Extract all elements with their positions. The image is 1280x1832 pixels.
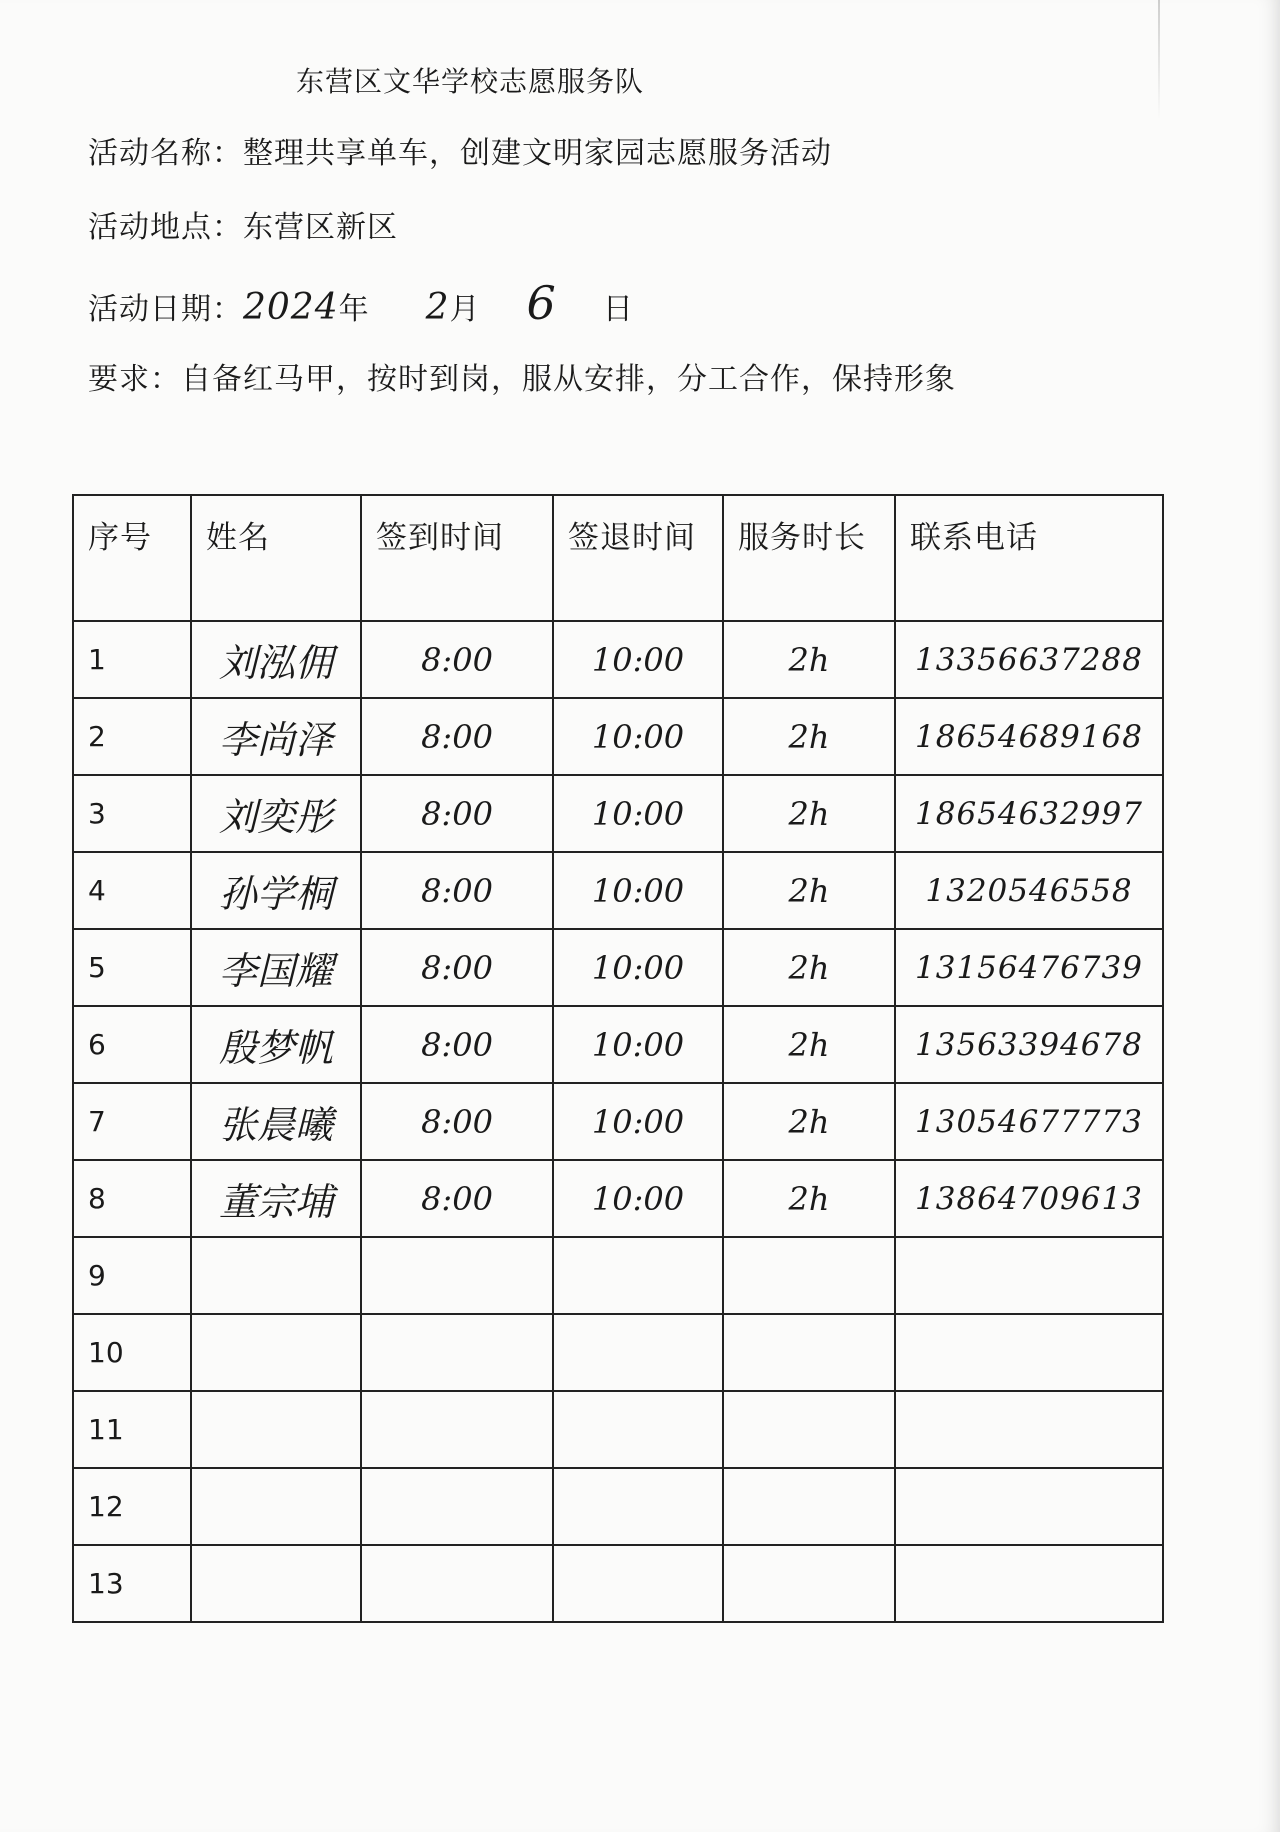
cell-phone: 18654632997 — [895, 775, 1163, 852]
cell-duration — [723, 1314, 895, 1391]
cell-checkin-time: 8:00 — [361, 1006, 553, 1083]
cell-duration: 2h — [723, 852, 895, 929]
cell-duration: 2h — [723, 1083, 895, 1160]
cell-index: 7 — [73, 1083, 191, 1160]
cell-name: 孙学桐 — [191, 852, 361, 929]
cell-phone: 13864709613 — [895, 1160, 1163, 1237]
requirements-label: 要求： — [88, 362, 181, 397]
cell-checkin-time: 8:00 — [361, 852, 553, 929]
header-service-duration: 服务时长 — [723, 495, 895, 621]
date-line — [88, 276, 634, 330]
cell-duration: 2h — [723, 1160, 895, 1237]
cell-checkout-time — [553, 1545, 723, 1622]
cell-checkout-time: 10:00 — [553, 621, 723, 698]
cell-name: 刘泓佣 — [191, 621, 361, 698]
header-name: 姓名 — [191, 495, 361, 621]
cell-name — [191, 1237, 361, 1314]
cell-name: 李尚泽 — [191, 698, 361, 775]
cell-checkout-time: 10:00 — [553, 775, 723, 852]
cell-checkin-time: 8:00 — [361, 621, 553, 698]
cell-checkin-time: 8:00 — [361, 1160, 553, 1237]
cell-phone: 18654689168 — [895, 698, 1163, 775]
date-day-unit: 日 — [602, 292, 634, 327]
cell-checkin-time: 8:00 — [361, 698, 553, 775]
cell-duration — [723, 1237, 895, 1314]
cell-duration: 2h — [723, 698, 895, 775]
cell-name — [191, 1391, 361, 1468]
cell-name: 李国耀 — [191, 929, 361, 1006]
requirements-line — [88, 354, 956, 398]
cell-index: 1 — [73, 621, 191, 698]
requirements-value: 自备红马甲，按时到岗，服从安排，分工合作，保持形象 — [181, 362, 956, 397]
cell-checkout-time — [553, 1468, 723, 1545]
cell-phone — [895, 1314, 1163, 1391]
cell-phone — [895, 1468, 1163, 1545]
cell-phone: 13156476739 — [895, 929, 1163, 1006]
date-year-unit: 年 — [338, 292, 370, 327]
cell-duration: 2h — [723, 1006, 895, 1083]
cell-duration — [723, 1391, 895, 1468]
table-row — [73, 1391, 1163, 1468]
table-row — [73, 1468, 1163, 1545]
cell-checkout-time — [553, 1237, 723, 1314]
date-month-handwritten: 2 — [425, 287, 450, 328]
cell-checkin-time: 8:00 — [361, 1083, 553, 1160]
cell-index: 4 — [73, 852, 191, 929]
cell-index: 10 — [73, 1314, 191, 1391]
cell-name: 张晨曦 — [191, 1083, 361, 1160]
cell-index: 13 — [73, 1545, 191, 1622]
table-body — [73, 621, 1163, 1622]
cell-checkout-time: 10:00 — [553, 1083, 723, 1160]
cell-name: 刘奕彤 — [191, 775, 361, 852]
cell-checkout-time: 10:00 — [553, 929, 723, 1006]
cell-phone: 13356637288 — [895, 621, 1163, 698]
header-index: 序号 — [73, 495, 191, 621]
location-value: 东营区新区 — [243, 210, 398, 245]
cell-duration: 2h — [723, 929, 895, 1006]
table-row — [73, 621, 1163, 698]
paper-fold-mark — [1158, 0, 1160, 120]
cell-index: 3 — [73, 775, 191, 852]
activity-name-label: 活动名称： — [88, 136, 243, 171]
date-day-handwritten: 6 — [526, 276, 557, 330]
table-row — [73, 929, 1163, 1006]
cell-index: 9 — [73, 1237, 191, 1314]
cell-checkout-time: 10:00 — [553, 852, 723, 929]
cell-checkout-time: 10:00 — [553, 698, 723, 775]
date-year-handwritten: 2024 — [243, 287, 339, 328]
table-header-row — [73, 495, 1163, 621]
activity-name-line — [88, 128, 832, 172]
cell-name: 董宗埔 — [191, 1160, 361, 1237]
cell-checkout-time — [553, 1314, 723, 1391]
cell-checkin-time — [361, 1545, 553, 1622]
cell-checkout-time — [553, 1391, 723, 1468]
cell-duration — [723, 1545, 895, 1622]
cell-name — [191, 1314, 361, 1391]
table-row — [73, 1545, 1163, 1622]
cell-checkout-time: 10:00 — [553, 1160, 723, 1237]
cell-index: 11 — [73, 1391, 191, 1468]
volunteer-signin-table — [72, 494, 1164, 1623]
cell-checkout-time: 10:00 — [553, 1006, 723, 1083]
table-row — [73, 1237, 1163, 1314]
cell-name: 殷梦帆 — [191, 1006, 361, 1083]
cell-checkin-time: 8:00 — [361, 775, 553, 852]
cell-checkin-time — [361, 1314, 553, 1391]
cell-phone: 1320546558 — [895, 852, 1163, 929]
cell-duration: 2h — [723, 775, 895, 852]
cell-phone — [895, 1391, 1163, 1468]
table-row — [73, 1083, 1163, 1160]
header-checkin-time: 签到时间 — [361, 495, 553, 621]
cell-checkin-time — [361, 1237, 553, 1314]
table-row — [73, 1006, 1163, 1083]
cell-phone — [895, 1545, 1163, 1622]
cell-phone — [895, 1237, 1163, 1314]
cell-index: 6 — [73, 1006, 191, 1083]
cell-phone: 13054677773 — [895, 1083, 1163, 1160]
table-row — [73, 852, 1163, 929]
activity-name-value: 整理共享单车，创建文明家园志愿服务活动 — [243, 136, 832, 171]
location-line — [88, 202, 398, 246]
date-label: 活动日期： — [88, 292, 243, 327]
cell-duration: 2h — [723, 621, 895, 698]
table-row — [73, 775, 1163, 852]
cell-name — [191, 1545, 361, 1622]
cell-index: 8 — [73, 1160, 191, 1237]
table-row — [73, 1314, 1163, 1391]
cell-checkin-time — [361, 1391, 553, 1468]
cell-checkin-time: 8:00 — [361, 929, 553, 1006]
document-title: 东营区文华学校志愿服务队 — [296, 65, 645, 98]
location-label: 活动地点： — [88, 210, 243, 245]
header-phone: 联系电话 — [895, 495, 1163, 621]
header-checkout-time: 签退时间 — [553, 495, 723, 621]
cell-index: 5 — [73, 929, 191, 1006]
table-row — [73, 1160, 1163, 1237]
table-row — [73, 698, 1163, 775]
cell-duration — [723, 1468, 895, 1545]
cell-index: 12 — [73, 1468, 191, 1545]
date-month-unit: 月 — [449, 292, 481, 327]
cell-index: 2 — [73, 698, 191, 775]
cell-checkin-time — [361, 1468, 553, 1545]
cell-name — [191, 1468, 361, 1545]
cell-phone: 13563394678 — [895, 1006, 1163, 1083]
